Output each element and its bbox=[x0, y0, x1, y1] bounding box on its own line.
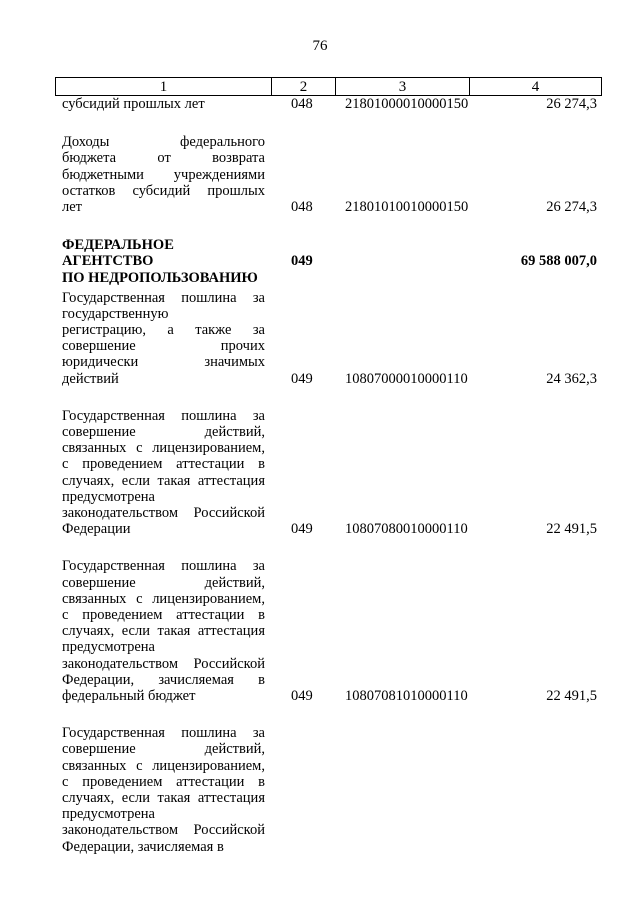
description-line: связанных с лицензированием, bbox=[62, 590, 265, 607]
description-line: с проведением аттестации в bbox=[62, 606, 265, 623]
description-line: субсидий прошлых лет bbox=[62, 96, 205, 112]
row-description bbox=[62, 408, 265, 538]
row-kbk-code: 21801010010000150 bbox=[345, 198, 469, 215]
description-line: регистрацию, а также за bbox=[62, 321, 265, 338]
table-row bbox=[0, 408, 640, 559]
description-line: Государственная пошлина за bbox=[62, 558, 265, 575]
description-line: совершение действий, bbox=[62, 741, 265, 758]
row-kbk-code: 21801000010000150 bbox=[345, 96, 469, 112]
description-line: действий bbox=[62, 370, 119, 387]
description-line: Государственная пошлина за bbox=[62, 407, 265, 424]
description-line: бюджетными учреждениями bbox=[62, 166, 265, 183]
description-line: совершение прочих bbox=[62, 338, 265, 355]
description-line: с проведением аттестации в bbox=[62, 773, 265, 790]
row-kbk-code: 10807080010000110 bbox=[345, 521, 468, 538]
row-kbk-code: 10807000010000110 bbox=[345, 370, 468, 387]
row-kbk-code: 10807081010000110 bbox=[345, 687, 468, 704]
table-row bbox=[0, 290, 640, 408]
description-line: Федерации bbox=[62, 521, 131, 538]
row-code: 048 bbox=[291, 198, 313, 215]
row-description bbox=[62, 134, 265, 215]
description-line: законодательством Российской bbox=[62, 504, 265, 521]
row-description bbox=[62, 237, 265, 286]
description-line: бюджета от возврата bbox=[62, 150, 265, 167]
table-body bbox=[0, 96, 640, 855]
description-line: юридически значимых bbox=[62, 354, 265, 371]
row-description bbox=[62, 725, 265, 855]
description-line: совершение действий, bbox=[62, 423, 265, 440]
row-description bbox=[62, 290, 265, 387]
description-line: связанных с лицензированием, bbox=[62, 440, 265, 457]
description-line: Государственная пошлина за bbox=[62, 725, 265, 742]
description-line: предусмотрена bbox=[62, 806, 155, 823]
description-line: совершение действий, bbox=[62, 574, 265, 591]
description-line: лет bbox=[62, 199, 83, 215]
description-line: государственную bbox=[62, 305, 169, 322]
description-line: случаях, если такая аттестация bbox=[62, 789, 265, 806]
description-line: Федерации, зачисляемая в bbox=[62, 671, 265, 688]
description-line: законодательством Российской bbox=[62, 822, 265, 839]
description-line: ПО НЕДРОПОЛЬЗОВАНИЮ bbox=[62, 269, 258, 286]
row-code: 049 bbox=[291, 687, 313, 704]
row-code: 049 bbox=[291, 253, 313, 270]
page-number: 76 bbox=[312, 38, 328, 54]
description-line: ФЕДЕРАЛЬНОЕ АГЕНТСТВО bbox=[62, 237, 174, 270]
description-line: остатков субсидий прошлых bbox=[62, 182, 265, 199]
column-header-1: 1 bbox=[56, 78, 272, 96]
row-code: 048 bbox=[291, 96, 313, 112]
row-amount: 26 274,3 bbox=[546, 198, 597, 215]
row-code: 049 bbox=[291, 370, 313, 387]
table-row bbox=[0, 96, 640, 134]
column-header-row bbox=[56, 78, 602, 96]
column-header-4: 4 bbox=[470, 78, 602, 96]
description-line: предусмотрена bbox=[62, 639, 155, 656]
description-line: Государственная пошлина за bbox=[62, 289, 265, 306]
table-row bbox=[0, 134, 640, 237]
row-amount: 69 588 007,0 bbox=[520, 253, 597, 270]
column-header-3: 3 bbox=[336, 78, 470, 96]
table-row bbox=[0, 558, 640, 725]
table-row bbox=[0, 237, 640, 289]
table-row bbox=[0, 725, 640, 855]
row-description bbox=[62, 96, 265, 112]
description-line: случаях, если такая аттестация bbox=[62, 472, 265, 489]
row-amount: 26 274,3 bbox=[546, 96, 597, 112]
column-header-2: 2 bbox=[272, 78, 336, 96]
description-line: законодательством Российской bbox=[62, 655, 265, 672]
row-code: 049 bbox=[291, 521, 313, 538]
column-header-table bbox=[55, 77, 602, 96]
description-line: предусмотрена bbox=[62, 488, 155, 505]
description-line: связанных с лицензированием, bbox=[62, 757, 265, 774]
description-line: Федерации, зачисляемая в bbox=[62, 838, 224, 855]
row-amount: 22 491,5 bbox=[546, 521, 597, 538]
description-line: с проведением аттестации в bbox=[62, 456, 265, 473]
row-amount: 24 362,3 bbox=[546, 370, 597, 387]
description-line: случаях, если такая аттестация bbox=[62, 623, 265, 640]
description-line: Доходы федерального bbox=[62, 134, 265, 151]
row-amount: 22 491,5 bbox=[546, 687, 597, 704]
row-description bbox=[62, 558, 265, 704]
description-line: федеральный бюджет bbox=[62, 687, 196, 704]
